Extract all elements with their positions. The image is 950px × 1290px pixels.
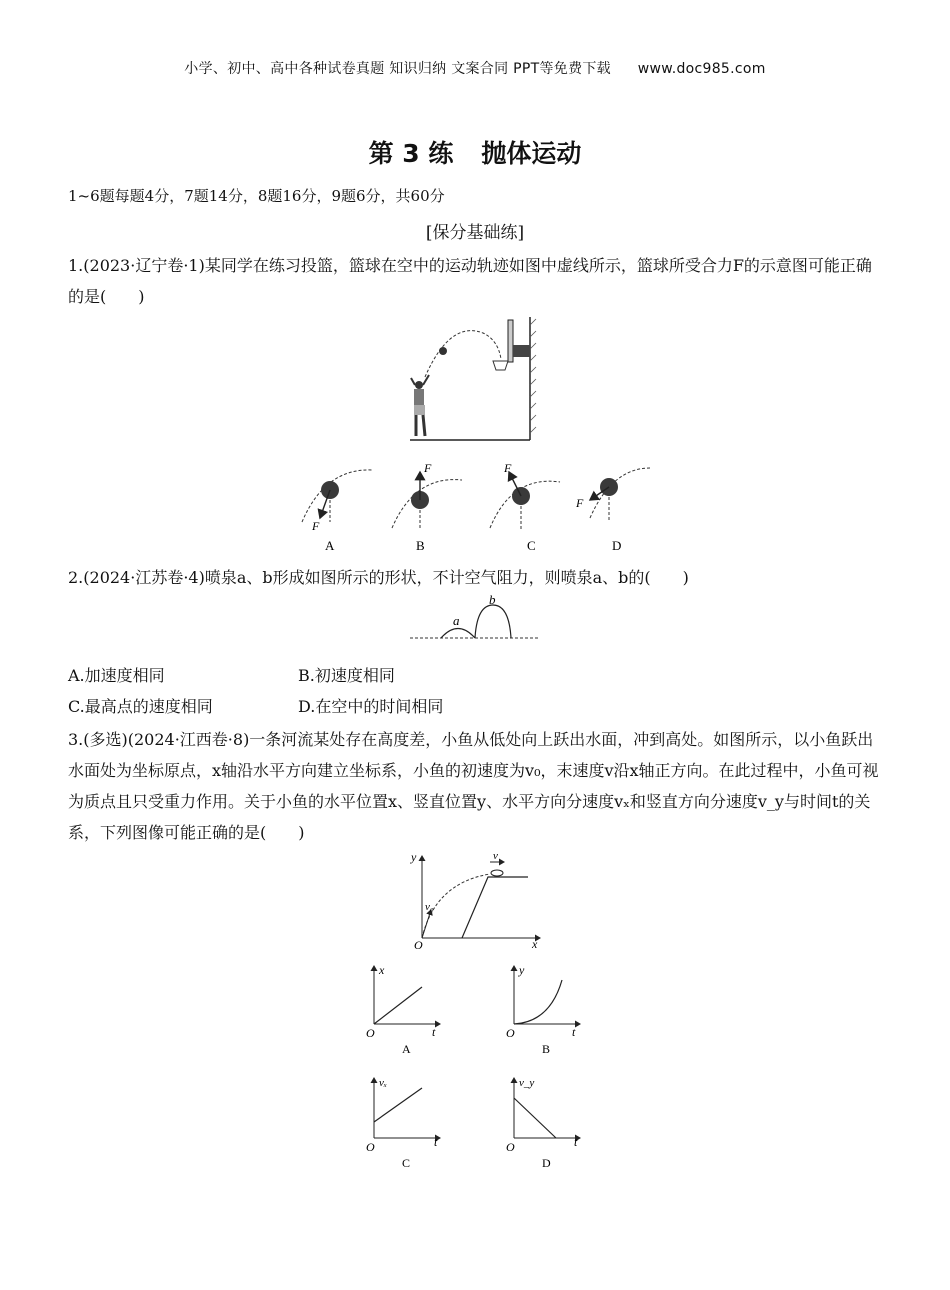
q3-graph-c-origin: O bbox=[366, 1140, 375, 1154]
q1-force-label-a: F bbox=[312, 519, 320, 533]
q2-label-a: a bbox=[453, 613, 460, 628]
q3-main-y-label: y bbox=[411, 850, 417, 864]
score-line: 1~6题每题4分，7题14分，8题16分，9题6分，共60分 bbox=[68, 187, 445, 205]
q1-force-label-b: F bbox=[424, 461, 432, 475]
q3-graph-b-ylabel: y bbox=[519, 963, 525, 977]
q3-graph-c-ylabel: vₓ bbox=[379, 1077, 388, 1089]
header-text: 小学、初中、高中各种试卷真题 知识归纳 文案合同 PPT等免费下载 bbox=[184, 61, 611, 77]
q3-graph-b-xlabel: t bbox=[572, 1025, 576, 1039]
q3-main-figure bbox=[400, 848, 550, 952]
q2-option-c[interactable]: C.最高点的速度相同 bbox=[68, 697, 213, 716]
q1-options-figure bbox=[290, 460, 670, 560]
q1-option-b-label: B bbox=[416, 538, 425, 553]
fish-icon bbox=[491, 870, 503, 876]
q1-force-label-c: F bbox=[504, 461, 512, 475]
q2-label-b: b bbox=[489, 595, 496, 607]
q3-main-v0: v₀ bbox=[425, 901, 434, 913]
page-title bbox=[0, 134, 950, 170]
section-heading: [保分基础练] bbox=[425, 223, 525, 243]
q3-main-v: v bbox=[493, 850, 498, 862]
q1-force-label-d: F bbox=[576, 496, 584, 510]
q1-basketball bbox=[439, 347, 447, 355]
q3-graph-a-ylabel: x bbox=[379, 963, 385, 977]
q1-option-b-figure[interactable] bbox=[392, 461, 462, 553]
q3-graph-b-option: B bbox=[542, 1042, 551, 1056]
q1-option-c-figure[interactable] bbox=[490, 461, 560, 553]
q3-graph-c[interactable] bbox=[366, 1077, 440, 1170]
q1-option-a-figure[interactable] bbox=[302, 470, 372, 553]
q3-graph-d-option: D bbox=[542, 1156, 551, 1170]
q3-graph-d-ylabel: v_y bbox=[519, 1077, 535, 1089]
q2-option-a[interactable]: A.加速度相同 bbox=[68, 666, 165, 685]
q3-main-origin: O bbox=[414, 938, 423, 952]
question-2-text: 2.(2024·江苏卷·4)喷泉a、b形成如图所示的形状，不计空气阻力，则喷泉a、b的( ) bbox=[68, 568, 689, 587]
title-topic: 抛体运动 bbox=[481, 139, 582, 168]
q3-graph-a-origin: O bbox=[366, 1026, 375, 1040]
q2-option-d[interactable]: D.在空中的时间相同 bbox=[298, 697, 444, 716]
q3-graph-d-xlabel: t bbox=[574, 1135, 578, 1149]
q3-graph-a-option: A bbox=[402, 1042, 411, 1056]
q3-graph-b[interactable] bbox=[506, 963, 580, 1056]
header-url[interactable]: www.doc985.com bbox=[637, 61, 766, 77]
page-header bbox=[0, 58, 950, 78]
q1-option-a-label: A bbox=[325, 538, 335, 553]
q1-option-c-label: C bbox=[527, 538, 536, 553]
q1-option-d-figure[interactable] bbox=[575, 468, 650, 553]
q3-graph-c-xlabel: t bbox=[434, 1135, 438, 1149]
question-1-text: 1.(2023·辽宁卷·1)某同学在练习投篮，篮球在空中的运动轨迹如图中虚线所示，篮球所受合力F的示意图可能正确的是( ) bbox=[68, 256, 872, 306]
q2-fountain-figure bbox=[405, 595, 545, 645]
q3-graph-d[interactable] bbox=[506, 1077, 580, 1170]
q1-option-d-label: D bbox=[612, 538, 622, 553]
q1-basketball-figure bbox=[405, 315, 545, 445]
q3-graph-c-option: C bbox=[402, 1156, 411, 1170]
q3-graph-a[interactable] bbox=[366, 963, 440, 1056]
q3-graph-d-origin: O bbox=[506, 1140, 515, 1154]
q3-main-x-label: x bbox=[532, 937, 538, 951]
q2-option-b[interactable]: B.初速度相同 bbox=[298, 666, 395, 685]
q3-graph-a-xlabel: t bbox=[432, 1025, 436, 1039]
q3-option-graphs bbox=[360, 962, 600, 1172]
question-3-text: 3.(多选)(2024·江西卷·8)一条河流某处存在高度差，小鱼从低处向上跃出水面，冲到高处。如图所示，以小鱼跃出水面处为坐标原点，x轴沿水平方向建立坐标系，小鱼的初速度为v₀，末速度v沿x轴正方向。在此过程中，小鱼可视为质点且只受重力作用。关于小鱼的水平位置x、竖直位置y、水平方向分速度vₓ和竖直方向分速度v_y与时间t的关系，下列图像可能正确的是( ) bbox=[68, 730, 879, 842]
title-lesson: 第 3 练 bbox=[368, 139, 454, 168]
q3-graph-b-origin: O bbox=[506, 1026, 515, 1040]
